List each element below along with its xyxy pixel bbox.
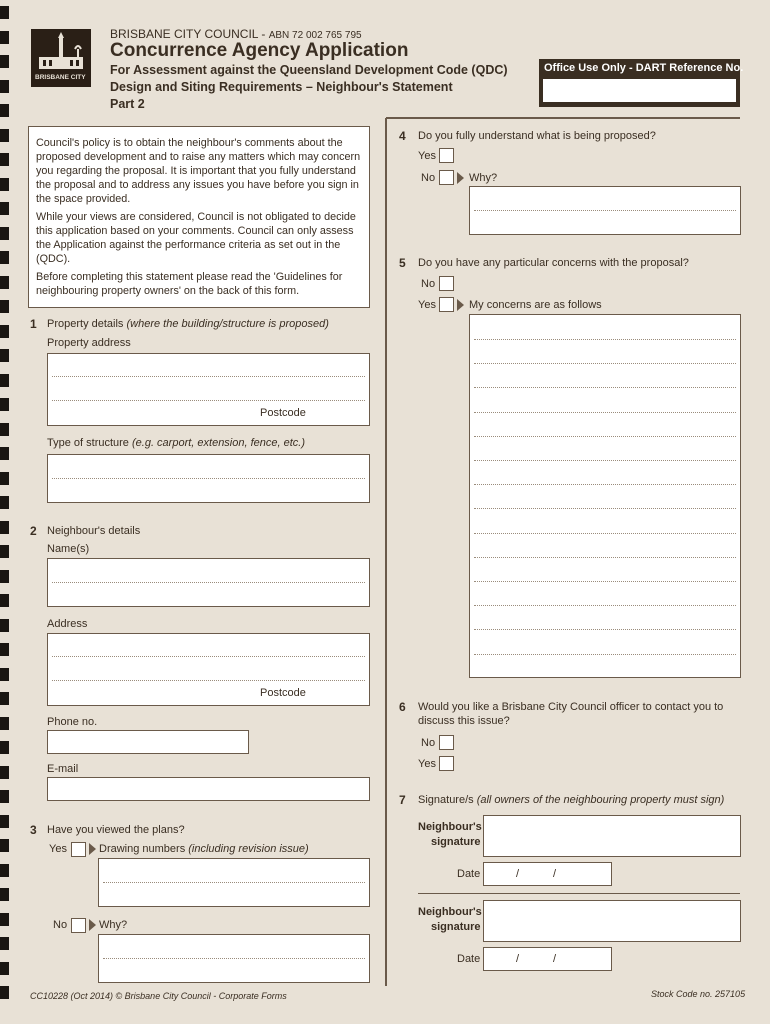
binding-hole xyxy=(0,472,9,485)
drawing-numbers-label: Drawing numbers xyxy=(99,843,189,855)
date-1-field[interactable] xyxy=(483,862,612,886)
binding-hole xyxy=(0,349,9,362)
s6-title-line2: discuss this issue? xyxy=(418,715,510,727)
ruled-line xyxy=(474,436,736,437)
s3-yes-arrow-icon xyxy=(89,843,96,855)
council-logo xyxy=(31,29,91,87)
s1-title-note: (where the building/structure is proposed) xyxy=(126,318,329,330)
s2-number: 2 xyxy=(30,524,37,538)
ruled-line xyxy=(474,533,736,534)
binding-hole xyxy=(0,521,9,534)
council-name: BRISBANE CITY COUNCIL xyxy=(110,27,259,41)
s3-yes-checkbox[interactable] xyxy=(71,842,86,857)
binding-hole xyxy=(0,227,9,240)
s3-why-label: Why? xyxy=(99,919,128,931)
ruled-line xyxy=(474,412,736,413)
s6-yes-label: Yes xyxy=(418,758,436,770)
neighbour-names-field[interactable] xyxy=(47,558,370,607)
date2-slash-1: / xyxy=(516,953,520,965)
s7-title: Signature/s xyxy=(418,794,477,806)
footer-form-code: CC10228 (Oct 2014) © Brisbane City Council - Corporate Forms xyxy=(30,991,287,1001)
s4-yes-label: Yes xyxy=(418,150,436,162)
binding-hole xyxy=(0,594,9,607)
binding-hole xyxy=(0,913,9,926)
ruled-line xyxy=(474,629,736,630)
ruled-line xyxy=(474,508,736,509)
binding-hole xyxy=(0,717,9,730)
s5-yes-checkbox[interactable] xyxy=(439,297,454,312)
binding-hole xyxy=(0,300,9,313)
binding-hole xyxy=(0,276,9,289)
logo-text: BRISBANE CITY xyxy=(35,74,86,81)
s4-no-label: No xyxy=(421,172,436,184)
binding-hole xyxy=(0,570,9,583)
drawing-numbers-note: (including revision issue) xyxy=(188,843,309,855)
property-postcode-label: Postcode xyxy=(260,407,306,419)
structure-type-note: (e.g. carport, extension, fence, etc.) xyxy=(131,437,306,449)
binding-hole xyxy=(0,374,9,387)
dart-reference-field[interactable] xyxy=(542,78,737,103)
neighbour-address-field[interactable] xyxy=(47,633,370,706)
binding-hole xyxy=(0,962,9,975)
office-use-panel xyxy=(539,59,744,107)
header-divider xyxy=(386,117,740,119)
ruled-line xyxy=(474,460,736,461)
s5-yes-arrow-icon xyxy=(457,299,464,311)
ruled-line xyxy=(474,387,736,388)
column-divider xyxy=(385,118,387,986)
form-part: Part 2 xyxy=(110,97,145,111)
binding-hole xyxy=(0,692,9,705)
s4-no-checkbox[interactable] xyxy=(439,170,454,185)
ruled-line xyxy=(474,654,736,655)
s4-title: Do you fully understand what is being proposed? xyxy=(418,130,656,142)
intro-p3: Before completing this statement please read the 'Guidelines for neighbouring property owners' on the back of this form. xyxy=(36,271,343,297)
s2-title: Neighbour's details xyxy=(47,525,141,537)
s3-number: 3 xyxy=(30,823,37,837)
binding-hole xyxy=(0,888,9,901)
binding-hole xyxy=(0,80,9,93)
signature-divider xyxy=(418,893,740,894)
s4-why-label: Why? xyxy=(469,172,498,184)
property-address-label: Property address xyxy=(47,337,131,349)
signature-1-field[interactable] xyxy=(483,815,741,857)
binding-hole xyxy=(0,6,9,19)
binding-hole xyxy=(0,251,9,264)
abn: ABN 72 002 765 795 xyxy=(268,30,362,41)
ruled-line xyxy=(474,581,736,582)
s3-no-checkbox[interactable] xyxy=(71,918,86,933)
neighbour-address-label: Address xyxy=(47,618,88,630)
s5-no-label: No xyxy=(421,278,436,290)
binding-hole xyxy=(0,864,9,877)
signature-2-field[interactable] xyxy=(483,900,741,942)
binding-hole xyxy=(0,104,9,117)
binding-hole xyxy=(0,496,9,509)
email-field[interactable] xyxy=(47,777,370,801)
phone-label: Phone no. xyxy=(47,716,98,728)
email-label: E-mail xyxy=(47,763,79,775)
binding-hole xyxy=(0,790,9,803)
binding-hole xyxy=(0,129,9,142)
date1-label: Date xyxy=(457,868,481,880)
s1-number: 1 xyxy=(30,317,37,331)
sig1-label-line1: Neighbour's xyxy=(418,821,482,833)
binding-hole xyxy=(0,619,9,632)
date-2-field[interactable] xyxy=(483,947,612,971)
s5-no-checkbox[interactable] xyxy=(439,276,454,291)
intro-p2: While your views are considered, Council is not obligated to decide this application based on your comments. Council can only assess the Application against the performance criteria as set out in the (QDC). xyxy=(36,211,356,265)
intro-p1: Council's policy is to obtain the neighbour's comments about the proposed development and to raise any matters which may concern you regarding the proposal. It is important that you fully understand the proposal and to address any issues you have before you sign in the space provided. xyxy=(36,137,361,205)
names-label: Name(s) xyxy=(47,543,90,555)
date2-label: Date xyxy=(457,953,481,965)
binding-hole xyxy=(0,815,9,828)
sig1-label-line2: signature xyxy=(431,836,481,848)
binding-hole xyxy=(0,643,9,656)
binding-hole xyxy=(0,741,9,754)
s6-number: 6 xyxy=(399,700,406,714)
ruled-line xyxy=(474,557,736,558)
intro-panel xyxy=(28,126,370,308)
binding-hole xyxy=(0,937,9,950)
binding-hole xyxy=(0,766,9,779)
concerns-label: My concerns are as follows xyxy=(469,299,602,311)
structure-type-field[interactable] xyxy=(47,454,370,503)
binding-hole xyxy=(0,153,9,166)
form-subtitle-1: For Assessment against the Queensland Development Code (QDC) xyxy=(110,63,508,77)
concerns-field[interactable] xyxy=(469,314,741,678)
binding-hole xyxy=(0,31,9,44)
s3-why-field[interactable] xyxy=(98,934,370,983)
phone-field[interactable] xyxy=(47,730,249,754)
s5-title: Do you have any particular concerns with the proposal? xyxy=(418,257,689,269)
s5-number: 5 xyxy=(399,256,406,270)
ruled-line xyxy=(474,363,736,364)
sig2-label-line1: Neighbour's xyxy=(418,906,482,918)
header-dash: - xyxy=(261,27,266,41)
drawing-numbers-field[interactable] xyxy=(98,858,370,907)
form-title: Concurrence Agency Application xyxy=(110,40,409,61)
s7-number: 7 xyxy=(399,793,406,807)
s5-yes-label: Yes xyxy=(418,299,436,311)
neighbour-postcode-label: Postcode xyxy=(260,687,306,699)
s1-title: Property details xyxy=(47,318,127,330)
date1-slash-2: / xyxy=(553,868,557,880)
binding-hole xyxy=(0,447,9,460)
s4-why-field[interactable] xyxy=(469,186,741,235)
s4-yes-checkbox[interactable] xyxy=(439,148,454,163)
date2-slash-2: / xyxy=(553,953,557,965)
binding-hole xyxy=(0,668,9,681)
binding-hole xyxy=(0,202,9,215)
ruled-line xyxy=(474,339,736,340)
binding-hole xyxy=(0,398,9,411)
s4-no-arrow-icon xyxy=(457,172,464,184)
binding-hole xyxy=(0,986,9,999)
binding-hole xyxy=(0,423,9,436)
form-subtitle-2: Design and Siting Requirements – Neighbour's Statement xyxy=(110,80,453,94)
binding-hole xyxy=(0,839,9,852)
structure-type-label: Type of structure xyxy=(47,437,132,449)
date1-slash-1: / xyxy=(516,868,520,880)
s6-no-label: No xyxy=(421,737,436,749)
binding-hole xyxy=(0,55,9,68)
binding-hole xyxy=(0,325,9,338)
s3-title: Have you viewed the plans? xyxy=(47,824,185,836)
s3-no-label: No xyxy=(53,919,68,931)
office-use-label: Office Use Only - DART Reference No. xyxy=(544,62,744,74)
binding-hole xyxy=(0,178,9,191)
footer-stock-code: Stock Code no. 257105 xyxy=(651,989,746,999)
property-address-field[interactable] xyxy=(47,353,370,426)
s7-title-note: (all owners of the neighbouring property must sign) xyxy=(476,794,725,806)
binding-hole xyxy=(0,545,9,558)
s6-title-line1: Would you like a Brisbane City Council officer to contact you to xyxy=(418,701,724,713)
ruled-line xyxy=(474,605,736,606)
s6-yes-checkbox[interactable] xyxy=(439,756,454,771)
s3-no-arrow-icon xyxy=(89,919,96,931)
s6-no-checkbox[interactable] xyxy=(439,735,454,750)
sig2-label-line2: signature xyxy=(431,921,481,933)
ruled-line xyxy=(474,484,736,485)
s4-number: 4 xyxy=(399,129,406,143)
s3-yes-label: Yes xyxy=(49,843,67,855)
